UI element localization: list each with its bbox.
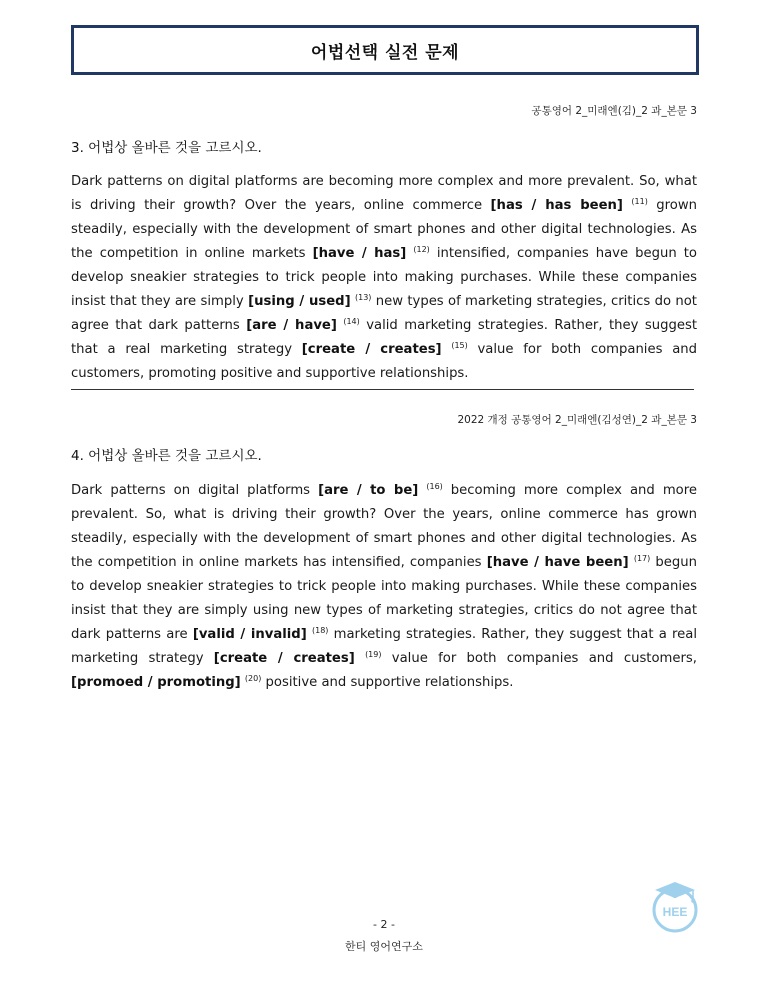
choice-13[interactable]: [using / used]: [248, 294, 351, 309]
passage-1: [71, 170, 697, 386]
blank-number-14: (14): [343, 317, 360, 326]
passage-text: value for both companies and customers,: [381, 651, 697, 666]
question-3-label: 3. 어법상 올바른 것을 고르시오.: [71, 140, 262, 156]
passage-text: intensified, companies have begun to develop sneakier strategies to trick people into making purchases. While these companies insist that they are simply: [71, 246, 697, 309]
passage-text: Dark patterns on digital platforms: [71, 483, 319, 498]
choice-20[interactable]: [promoed / promoting]: [71, 675, 241, 690]
blank-number-15: (15): [451, 341, 468, 350]
passage-text: begun to develop sneakier strategies to trick people into making purchases. While these companies insist that they are simply using new types of marketing strategies, critics do not agree that dark patterns are: [71, 555, 697, 642]
choice-12[interactable]: [have / has]: [312, 246, 407, 261]
section-divider: [71, 389, 694, 390]
publisher-footer: 한티 영어연구소: [345, 940, 423, 953]
source-label-1: 공통영어 2_미래엔(김)_2 과_본문 3: [531, 105, 697, 117]
blank-number-20: (20): [244, 674, 262, 683]
title-box: [71, 25, 699, 75]
source-label-2: 2022 개정 공통영어 2_미래엔(김성연)_2 과_본문 3: [457, 414, 697, 426]
choice-17[interactable]: [have / have been]: [486, 555, 629, 570]
choice-14[interactable]: [are / have]: [246, 318, 337, 333]
choice-19[interactable]: [create / creates]: [213, 651, 355, 666]
choice-16[interactable]: [are / to be]: [318, 483, 419, 498]
choice-15[interactable]: [create / creates]: [301, 342, 442, 357]
passage-text: marketing strategies. Rather, they suggest that a real marketing strategy: [71, 627, 697, 666]
passage-text: becoming more complex and more prevalent. So, what is driving their growth? Over the years, online commerce has grown steadily, especially with the development of smart phones and other digital technologies. As the competition in online markets has intensified, companies: [71, 483, 697, 570]
passage-text: new types of marketing strategies, critics do not agree that dark patterns: [71, 294, 697, 333]
blank-number-19: (19): [365, 650, 382, 659]
passage-text: Dark patterns on digital platforms are becoming more complex and more prevalent. So, what is driving their growth? Over the years, online commerce: [71, 174, 697, 213]
passage-text: value for both companies and customers, promoting positive and supportive relationships.: [71, 342, 697, 381]
blank-number-13: (13): [354, 293, 372, 302]
page-number: - 2 -: [373, 918, 395, 931]
page-title: 어법선택 실전 문제: [310, 42, 460, 63]
choice-18[interactable]: [valid / invalid]: [192, 627, 307, 642]
blank-number-17: (17): [633, 554, 651, 563]
passage-text: grown steadily, especially with the development of smart phones and other digital technologies. As the competition in online markets: [71, 198, 697, 261]
blank-number-18: (18): [312, 626, 329, 635]
blank-number-12: (12): [413, 245, 430, 254]
question-4-label: 4. 어법상 올바른 것을 고르시오.: [71, 448, 262, 464]
blank-number-16: (16): [426, 482, 443, 491]
choice-11[interactable]: [has / has been]: [490, 198, 623, 213]
blank-number-11: (11): [631, 197, 648, 206]
passage-text: valid marketing strategies. Rather, they suggest that a real marketing strategy: [71, 318, 697, 357]
passage-2: [71, 479, 697, 695]
logo-text: HEE: [662, 905, 688, 919]
passage-text: positive and supportive relationships.: [261, 675, 514, 690]
